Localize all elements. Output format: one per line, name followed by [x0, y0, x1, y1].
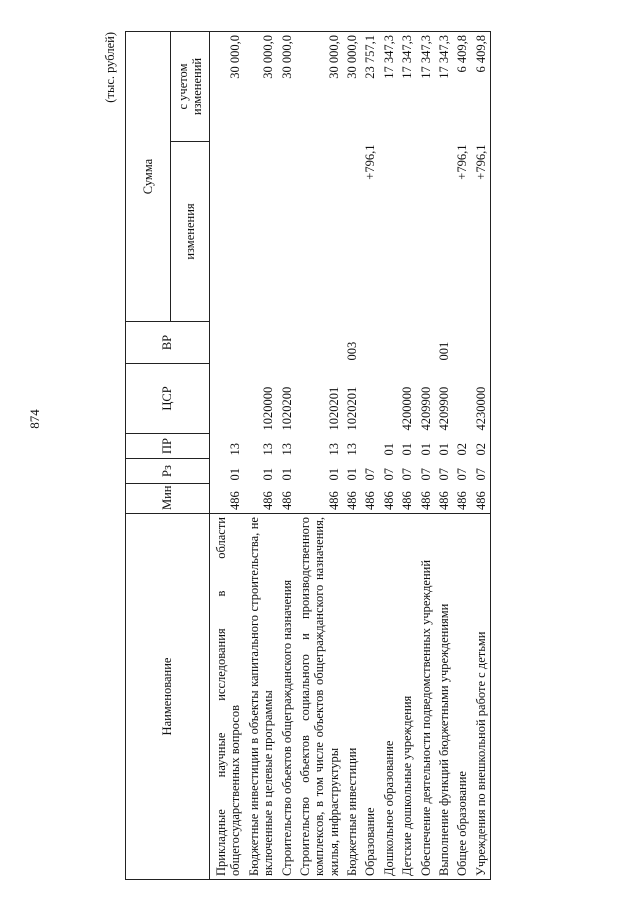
row-pr: 01 [436, 443, 451, 456]
table-row [210, 32, 245, 880]
table-row [343, 32, 361, 880]
row-rz: 07 [436, 468, 451, 481]
row-name: Образование [361, 514, 379, 880]
row-min: 486 [400, 491, 415, 510]
header-min: Мин [126, 484, 210, 514]
page-number: 874 [27, 409, 42, 429]
row-change [296, 142, 343, 322]
row-total: 6 409,8 [472, 32, 491, 142]
row-name: Строительство объектов социального и производственного комплексов, в том числе объектов общегражданского назначения, жилья, инфраструктуры [296, 514, 343, 880]
budget-table [125, 31, 491, 880]
row-pr: 13 [261, 443, 276, 456]
row-name: Прикладные научные исследования в области общегосударственных вопросов [210, 514, 245, 880]
row-total: 30 000,0 [278, 32, 296, 142]
row-name: Строительство объектов общегражданского назначения [278, 514, 296, 880]
table-row [278, 32, 296, 880]
row-total: 30 000,0 [343, 32, 361, 142]
row-csr: 4209900 [418, 386, 433, 431]
row-rz: 01 [261, 468, 276, 481]
row-name: Учреждения по внешкольной работе с детьми [472, 514, 491, 880]
table-row [472, 32, 491, 880]
row-csr [453, 364, 471, 434]
header-with-change: с учетом изменений [171, 32, 210, 142]
row-csr: 1020201 [326, 386, 341, 431]
row-change [435, 142, 453, 322]
header-sum: Сумма [126, 32, 171, 322]
row-vr: 003 [345, 341, 359, 361]
row-change: +796,1 [455, 144, 470, 180]
header-pr: ПР [126, 434, 210, 459]
table-row [398, 32, 416, 880]
row-min: 486 [363, 491, 378, 510]
row-min: 486 [418, 491, 433, 510]
row-pr: 01 [418, 443, 433, 456]
row-change [278, 142, 296, 322]
header-csr: ЦСР [126, 364, 210, 434]
row-change [417, 142, 435, 322]
table-row [417, 32, 435, 880]
row-name: Выполнение функций бюджетными учреждениями [435, 514, 453, 880]
row-pr: 13 [228, 443, 243, 456]
row-change [343, 142, 361, 322]
row-vr [380, 322, 398, 364]
row-pr: 02 [472, 434, 491, 459]
row-total: 23 757,1 [361, 32, 379, 142]
header-rz: Рз [126, 459, 210, 484]
row-total: 17 347,3 [380, 32, 398, 142]
row-csr: 1020000 [261, 386, 276, 431]
row-rz: 07 [418, 468, 433, 481]
row-rz: 07 [363, 468, 378, 481]
row-min: 486 [228, 491, 243, 510]
row-min: 486 [345, 491, 359, 510]
table-row [245, 32, 278, 880]
row-vr [245, 322, 278, 364]
row-min: 486 [436, 491, 451, 510]
row-total: 17 347,3 [435, 32, 453, 142]
row-total: 30 000,0 [210, 32, 245, 142]
row-csr: 1020200 [279, 386, 294, 431]
row-min: 486 [455, 491, 470, 510]
row-total: 30 000,0 [245, 32, 278, 142]
row-change: +796,1 [363, 144, 378, 180]
row-min: 486 [326, 491, 341, 510]
header-change: изменения [171, 142, 210, 322]
row-name: Бюджетные инвестиции в объекты капитального строительства, не включенные в целевые программы [245, 514, 278, 880]
row-total: 17 347,3 [417, 32, 435, 142]
row-rz: 07 [472, 459, 491, 484]
row-vr [278, 322, 296, 364]
row-change: +796,1 [472, 142, 491, 322]
row-vr [417, 322, 435, 364]
row-rz: 01 [326, 468, 341, 481]
row-vr [398, 322, 416, 364]
row-total: 6 409,8 [453, 32, 471, 142]
table-body [210, 32, 491, 880]
row-total: 30 000,0 [296, 32, 343, 142]
row-min: 486 [381, 491, 396, 510]
row-name: Бюджетные инвестиции [343, 514, 361, 880]
header-vr: ВР [126, 322, 210, 364]
row-pr: 01 [381, 443, 396, 456]
table-row [296, 32, 343, 880]
table-header-row [126, 32, 171, 880]
row-csr [210, 364, 245, 434]
row-name: Обеспечение деятельности подведомственных учреждений [417, 514, 435, 880]
row-csr: 1020201 [345, 386, 359, 431]
row-name: Дошкольное образование [380, 514, 398, 880]
row-min: 486 [279, 491, 294, 510]
row-change [210, 142, 245, 322]
row-change [245, 142, 278, 322]
row-pr: 01 [400, 443, 415, 456]
row-total: 17 347,3 [398, 32, 416, 142]
row-change [398, 142, 416, 322]
row-min: 486 [261, 491, 276, 510]
row-pr: 13 [345, 443, 359, 456]
table-row [361, 32, 379, 880]
row-pr: 02 [455, 443, 470, 456]
row-change [380, 142, 398, 322]
table-row [435, 32, 453, 880]
row-rz: 07 [381, 468, 396, 481]
row-rz: 01 [279, 468, 294, 481]
table-row [453, 32, 471, 880]
row-rz: 07 [455, 468, 470, 481]
row-csr [361, 364, 379, 434]
row-vr [210, 322, 245, 364]
row-rz: 07 [400, 468, 415, 481]
rotated-page-content [95, 20, 635, 880]
row-csr: 4230000 [472, 364, 491, 434]
row-csr: 4200000 [400, 386, 415, 431]
row-rz: 01 [345, 468, 359, 481]
row-rz: 01 [228, 468, 243, 481]
row-min: 486 [472, 484, 491, 514]
row-vr [472, 322, 491, 364]
row-name: Детские дошкольные учреждения [398, 514, 416, 880]
row-pr: 13 [279, 443, 294, 456]
units-note: (тыс. рублей) [103, 32, 117, 103]
row-pr [361, 434, 379, 459]
row-name: Общее образование [453, 514, 471, 880]
table-row [380, 32, 398, 880]
header-name: Наименование [126, 514, 210, 880]
row-vr [361, 322, 379, 364]
row-vr [296, 322, 343, 364]
row-csr [380, 364, 398, 434]
row-csr: 4209900 [436, 386, 451, 431]
row-vr: 001 [436, 341, 451, 361]
row-pr: 13 [326, 443, 341, 456]
row-vr [453, 322, 471, 364]
